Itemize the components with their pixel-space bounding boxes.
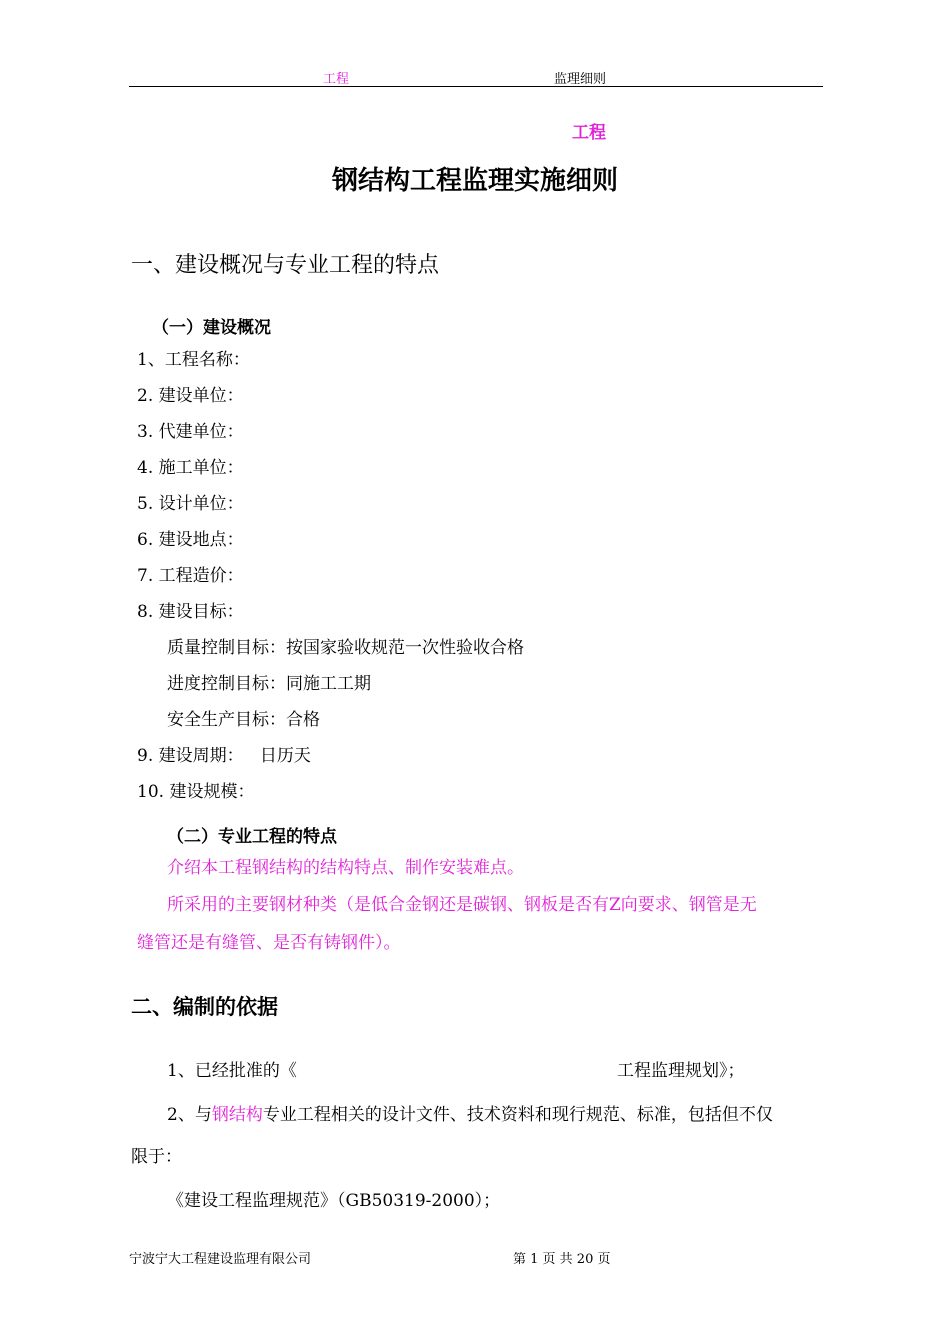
list-item: 7. 工程造价： [137, 566, 244, 586]
basis-item-2 [167, 1100, 773, 1125]
basis-item-2-rest: 专业工程相关的设计文件、技术资料和现行规范、标准，包括但不仅 [262, 1105, 773, 1125]
safety-goal: 安全生产目标：合格 [167, 710, 320, 730]
list-item: 2. 建设单位： [137, 386, 244, 406]
list-item: 5. 设计单位： [137, 494, 244, 514]
quality-goal: 质量控制目标：按国家验收规范一次性验收合格 [167, 638, 524, 658]
basis-item-1-end: 工程监理规划》； [617, 1061, 745, 1081]
list-item: 10. 建设规模： [137, 782, 255, 802]
placeholder-note: 缝管还是有缝管、是否有铸钢件）。 [137, 933, 401, 953]
list-item: 3. 代建单位： [137, 422, 244, 442]
page-title: 钢结构工程监理实施细则 [331, 166, 618, 196]
list-item: 4. 施工单位： [137, 458, 244, 478]
list-item: 1、工程名称： [137, 350, 250, 370]
basis-item-2-prefix: 2、与 [167, 1105, 212, 1125]
footer-company: 宁波宁大工程建设监理有限公司 [129, 1252, 312, 1267]
basis-item-2-highlight: 钢结构 [211, 1105, 263, 1125]
section-1-sub-2-heading: （二）专业工程的特点 [167, 827, 337, 847]
section-1-heading: 一、建设概况与专业工程的特点 [131, 253, 440, 278]
header-document-type: 监理细则 [554, 72, 607, 87]
standard-reference: 《建设工程监理规范》（GB50319-2000）； [167, 1191, 501, 1211]
section-2-heading: 二、编制的依据 [131, 995, 278, 1019]
header-project-label: 工程 [323, 72, 350, 87]
project-name-title: 工程 [572, 123, 606, 143]
placeholder-note: 介绍本工程钢结构的结构特点、制作安装难点。 [167, 858, 524, 878]
header-divider [129, 86, 823, 87]
placeholder-note: 所采用的主要钢材种类（是低合金钢还是碳钢、钢板是否有Z向要求、钢管是无 [167, 895, 757, 915]
list-item: 8. 建设目标： [137, 602, 244, 622]
schedule-goal: 进度控制目标：同施工工期 [167, 674, 371, 694]
list-item: 9. 建设周期： 日历天 [137, 746, 311, 766]
basis-item-1-start: 1、已经批准的《 [167, 1061, 297, 1081]
basis-item-2-continuation: 限于： [131, 1147, 182, 1167]
list-item: 6. 建设地点： [137, 530, 244, 550]
section-1-sub-1-heading: （一）建设概况 [152, 318, 271, 338]
footer-page-number: 第 1 页 共 20 页 [513, 1252, 611, 1267]
